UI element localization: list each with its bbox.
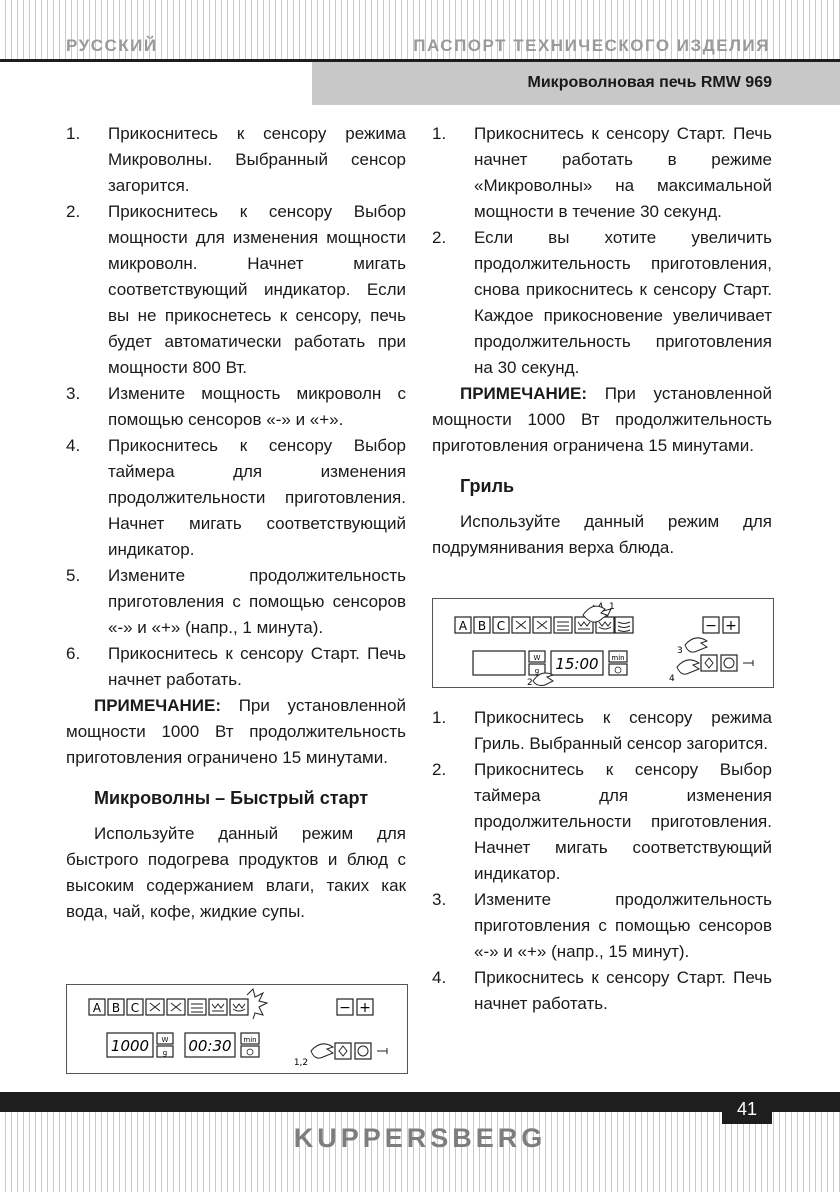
plus-key: +: [725, 618, 737, 634]
hand-pointer-icon: [583, 606, 607, 622]
watt-label: W: [533, 654, 541, 662]
brand-logo: KUPPERSBERG: [293, 1123, 547, 1153]
watt-label: W: [161, 1036, 169, 1044]
stop-icon: [358, 1046, 368, 1056]
page-number: 41: [722, 1092, 772, 1124]
list-item: 1. Прикоснитесь к сенсору режима Гриль. Выбранный сенсор загорится.: [432, 708, 772, 753]
note-label: ПРИМЕЧАНИЕ:: [460, 384, 587, 403]
grill-steps: [432, 705, 772, 1017]
list-item: 6. Прикоснитесь к сенсору Старт. Печь начнет работать.: [66, 644, 406, 689]
left-column: [66, 121, 406, 925]
lock-key-icon: [377, 1048, 387, 1054]
key-b: B: [477, 619, 487, 633]
list-item: 3. Измените продолжительность приготовления с помощью сенсоров «-» и «+» (напр., 15 минут).: [432, 890, 772, 961]
note: [432, 381, 772, 459]
gram-label: g: [534, 667, 540, 675]
list-item: 2. Прикоснитесь к сенсору Выбор таймера для изменения продолжительности приготовления. Начнет мигать соответствующий индикатор.: [432, 760, 772, 883]
language-label: РУССКИЙ: [66, 36, 158, 55]
note-text: При установленной мощности 1000 Вт продолжительность приготовления ограничено 15 минутами.: [66, 696, 406, 767]
key-c: C: [496, 619, 506, 633]
model-bar: [312, 62, 840, 105]
hand-pointer-icon: [311, 1044, 333, 1058]
gram-label: g: [162, 1049, 168, 1057]
document-title: ПАСПОРТ ТЕХНИЧЕСКОГО ИЗДЕЛИЯ: [413, 36, 770, 55]
list-item: 3. Измените мощность микроволн с помощью сенсоров «-» и «+».: [66, 384, 406, 429]
time-display: 15:00: [555, 655, 599, 673]
right-column: [432, 121, 772, 1017]
list-item: 2. Прикоснитесь к сенсору Выбор мощности для изменения мощности микроволн. Начнет мигать соответствующий индикатор. Если вы не прикоснетесь к сенсору, печь будет автоматически работать при мощности 800 Вт.: [66, 202, 406, 377]
section-title: Микроволны – Быстрый старт: [94, 788, 369, 808]
list-item: 2. Если вы хотите увеличить продолжительность приготовления, снова прикоснитесь к сенсору Старт. Каждое прикосновение увеличивает продолжительность приготовления на 30 секунд.: [432, 228, 772, 377]
note-text: При установленной мощности 1000 Вт продолжительность приготовления ограничена 15 минутами.: [432, 384, 772, 455]
key-c: C: [130, 1001, 140, 1015]
list-item: 5. Измените продолжительность приготовления с помощью сенсоров «-» и «+» (напр., 1 минута).: [66, 566, 406, 637]
hand-pointer-icon: [677, 660, 699, 674]
control-panel-illustration-quickstart: [66, 984, 408, 1074]
minute-label: min: [243, 1036, 257, 1044]
callout-2: 2: [527, 678, 533, 687]
minus-key: −: [705, 618, 717, 634]
list-item: 1. Прикоснитесь к сенсору Старт. Печь начнет работать в режиме «Микроволны» на максимальной мощности в течение 30 секунд.: [432, 124, 772, 221]
start-icon: [339, 1046, 347, 1056]
footer-rule: [0, 1092, 840, 1112]
model-title: Микроволновая печь RMW 969: [527, 74, 772, 91]
note: [66, 693, 406, 771]
callout-4: 4: [669, 674, 675, 684]
stop-icon: [724, 658, 734, 668]
list-item: 4. Прикоснитесь к сенсору Старт. Печь начнет работать.: [432, 968, 772, 1013]
control-panel-drawing: [67, 985, 407, 1073]
control-panel-drawing: [433, 599, 773, 687]
list-item: 4. Прикоснитесь к сенсору Выбор таймера для изменения продолжительности приготовления. Начнет мигать соответствующий индикатор.: [66, 436, 406, 559]
clock-icon: [247, 1049, 253, 1055]
section-title: Гриль: [460, 476, 515, 496]
time-display: 00:30: [188, 1037, 232, 1055]
key-a: A: [458, 619, 468, 633]
callout-1: 1: [609, 602, 615, 612]
callout-3: 3: [677, 646, 683, 656]
power-display: 1000: [110, 1037, 150, 1055]
minus-key: −: [339, 1000, 351, 1016]
note-label: ПРИМЕЧАНИЕ:: [94, 696, 221, 715]
press-burst-icon: [247, 989, 267, 1019]
list-item: 1. Прикоснитесь к сенсору режима Микроволны. Выбранный сенсор загорится.: [66, 124, 406, 195]
quickstart-steps: [432, 121, 772, 381]
key-b: B: [111, 1001, 121, 1015]
section-text: Используйте данный режим для подрумянивания верха блюда.: [432, 512, 772, 557]
plus-key: +: [359, 1000, 371, 1016]
control-panel-illustration-grill: [432, 598, 774, 688]
minute-label: min: [611, 654, 625, 662]
callout-label: 1,2: [293, 1058, 309, 1068]
lock-key-icon: [743, 660, 753, 666]
section-text: Используйте данный режим для быстрого подогрева продуктов и блюд с высоким содержанием влаги, таких как вода, чай, кофе, жидкие супы.: [66, 824, 406, 921]
hand-pointer-icon: [685, 638, 707, 652]
start-icon: [705, 658, 713, 668]
microwave-steps: [66, 121, 406, 693]
clock-icon: [615, 667, 621, 673]
key-a: A: [92, 1001, 102, 1015]
